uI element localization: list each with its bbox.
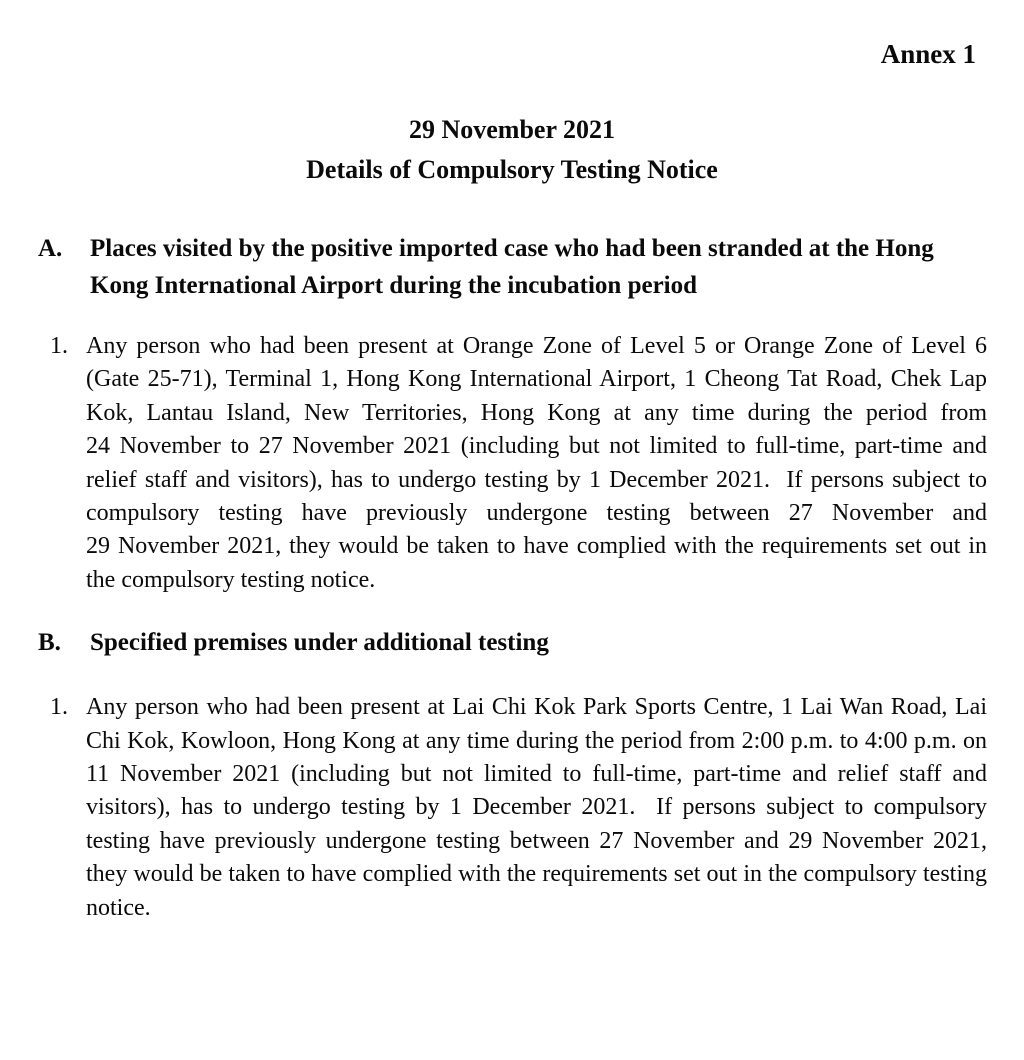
section-b-heading-text: Specified premises under additional testing [90, 629, 549, 657]
section-a-item-1-text: Any person who had been present at Orange Zone of Level 5 or Orange Zone of Level 6 (Gate 25-71), Terminal 1, Hong Kong International Airport, 1 Cheong Tat Road, Chek Lap Kok, Lantau Island, New Territories, Hong Kong at any time during the period from 24 November to 27 November 2021 (including but not limited to full-time, part-time and relief staff and visitors), has to undergo testing by 1 December 2021. If persons subject to compulsory testing have previously undergone testing between 27 November and 29 November 2021, they would be taken to have complied with the requirements set out in the compulsory testing notice. [86, 333, 987, 593]
section-a-item-1-number: 1. [50, 333, 68, 359]
section-a-heading-text: Places visited by the positive imported case who had been stranded at the Hong Kong International Airport during the incubation period [90, 235, 934, 299]
section-a-item-1 [50, 330, 1024, 597]
section-b-item-1-text: Any person who had been present at Lai Chi Kok Park Sports Centre, 1 Lai Wan Road, Lai Chi Kok, Kowloon, Hong Kong at any time during the period from 2:00 p.m. to 4:00 p.m. on 11 November 2021 (including but not limited to full-time, part-time and relief staff and visitors), has to undergo testing by 1 December 2021. If persons subject to compulsory testing have previously undergone testing between 27 November and 29 November 2021, they would be taken to have complied with the requirements set out in the compulsory testing notice. [86, 694, 987, 921]
section-a-heading [38, 230, 986, 304]
document-title: Details of Compulsory Testing Notice [306, 155, 718, 184]
section-b-item-1 [50, 691, 1024, 925]
document-page [0, 38, 1024, 1060]
section-b-label: B. [38, 629, 61, 657]
title-block [0, 110, 1024, 190]
annex-label: Annex 1 [880, 39, 976, 69]
section-b-item-1-number: 1. [50, 694, 68, 721]
section-a-label: A. [38, 235, 63, 262]
section-b-heading [38, 624, 986, 661]
document-date: 29 November 2021 [408, 115, 616, 144]
